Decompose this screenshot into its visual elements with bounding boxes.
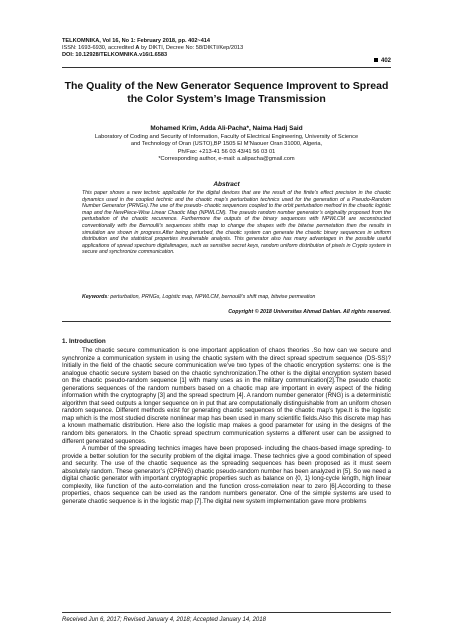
body-paragraph: The chaotic secure communication is one important application of chaos theories .So how can we secure and synchronize a communication system in using the chaotic system with the direct spread spectrum sequence (DS-SS)? Initially in the field of the chaotic secure communication we’ve two types of the chaotic encryption systems: one is the analogue chaotic secure system based on the chaotic synchronization.The other is the digital encryption system based on the chaotic pseudo-random sequence [1] with many uses as in the military communication[2].The pseudo chaotic generations sequences of the random numbers based on a chaotic map are important in every aspect of the hiding information whith the cryptography [3] and the spread spectrum [4]. A random number generator (RNG) is a deterministic algorithm that seed outputs a longer sequence on in put that are computationally distinguishable from an uniform chosen random sequence. Different methods exist for generating chaotic sequences of the chaotic map’s type.It is the logistic map which is the most studied discrete nonlinear map has been used in many scientific fields.Also this discrete map has a known mathematic distribution. Here also the logistic map makes a good parameter for using in the designs of the random bits generators. In the Chaotic spread spectrum communication systems a different user can be assigned to different generated sequences. (62, 347, 391, 445)
page-number-value: 402 (380, 58, 391, 64)
decree-text: by DIKTI, Decree No: 58/DIKTI/Kep/2013 (139, 45, 244, 51)
abstract-lead: This paper (82, 190, 108, 196)
received-dates: Received Jun 6, 2017; Revised January 4, 2018; Accepted January 14, 2018 (62, 617, 266, 623)
page-number (374, 58, 391, 64)
journal-line: TELKOMNIKA, Vol 16, No 1: February 2018, pp. 402~414 (62, 38, 211, 44)
corresponding-author: *Corresponding author, e-mail: a.alipacha@gmail.com (158, 155, 295, 162)
body-paragraph: A number of the spreading technics images have been proposed- including the chaos-based image spreding- to provide a better solution for the security problem of the digital image. These technics give a good combination of speed and security. The use of the chaotic sequence as the spreading sequences has been proposed as it must seem absolutely random. These generator’s (CPRNG) chaotic pseudo-random number has been analyzed in [5]. So we need a digital chaotic generator with important cryptographic properties such as balance on {0, 1} long-cycle length, high linear complexity, like function of the auto-correlation and the function cross-correlation near to zero [6].According to these properties, chaos sequence can be used as the random numbers generator. One of the simple systems are used to generate chaotic sequence is in the logistic map [7].The digital new system implementation gave more problems (62, 445, 391, 505)
authors: Mohamed Krim, Adda Ali-Pacha*, Naima Hadj Said (150, 125, 303, 132)
affiliation-line: and Technology of Oran (USTO),BP 1505 El M’Naouer Oran 31000, Algeria, (130, 141, 323, 148)
accreditation-grade: A (135, 45, 140, 51)
paper-title: The Quality of the New Generator Sequence Improvent to Spread the Color System’s Image Transmission (64, 80, 389, 105)
keywords-list: : perturbation, PRNGs, Logistic map, NPWLCM, bernoulli’s shift map, bitwise permeation (107, 294, 316, 300)
issn-text: ISSN: 1693-6930, accredited (62, 45, 136, 51)
journal-header (62, 38, 392, 59)
copyright-notice: Copyright © 2018 Universitas Ahmad Dahlan. All rights reserved. (228, 309, 391, 315)
keywords-label: Keywords (82, 294, 108, 300)
square-bullet-icon (374, 58, 378, 62)
affiliation-line: Laboratory of Coding and Security of Information, Faculty of Electrical Engineering, University of Science (94, 134, 359, 140)
section-body (62, 347, 391, 505)
section-heading: 1. Introduction (62, 338, 106, 345)
abstract-heading: Abstract (213, 181, 240, 188)
footer-rule (62, 612, 391, 613)
affiliation (62, 134, 391, 163)
abstract-rule (62, 321, 391, 322)
keywords (82, 294, 391, 300)
abstract-body: shows a new technic applicable for the digital devices that are the result of the finite’s effect precision in the chaotic dynamics used in the coupled technic and the chaotic map’s perturbation technics used for the generation of a Pseudo-Random Number Generator (PRNGs).The use of the pseudo- chaotic sequences coupled to the orbit perturbation method in the chaotic logistic map and the NewPiece-Wise Linear Chaotic Map (NPWLCM). The pseudo random number generator’s originality proposed from the perturbation of the chaotic recurrence. Furthermore the outputs of the binary sequences with NPWLCM are reconstructed conventionally with the Bernoulli’s sequences shifts map to change the shapes with the bitwise permetation then the results in simulation are shown in progress.After being perturbed, the chaotic system can generate the chaotic binary sequences in uniform distribution and the statistical properties invulnerable analysis. This generator also has many advantages in the possible useful applications of spread spectrum digitalimages, such as sensitive secret keys, random uniform distribution of pixels in Crypto system in secure and synchronize communication. (82, 190, 391, 256)
issn-line (62, 45, 392, 52)
affiliation-line: Ph/Fax: +213-41 56 03 43/41 56 03 01 (177, 148, 276, 155)
header-rule (62, 67, 391, 68)
doi-line: DOI: 10.12928/TELKOMNIKA.v16i1.6583 (62, 52, 168, 58)
abstract-text (82, 190, 391, 256)
